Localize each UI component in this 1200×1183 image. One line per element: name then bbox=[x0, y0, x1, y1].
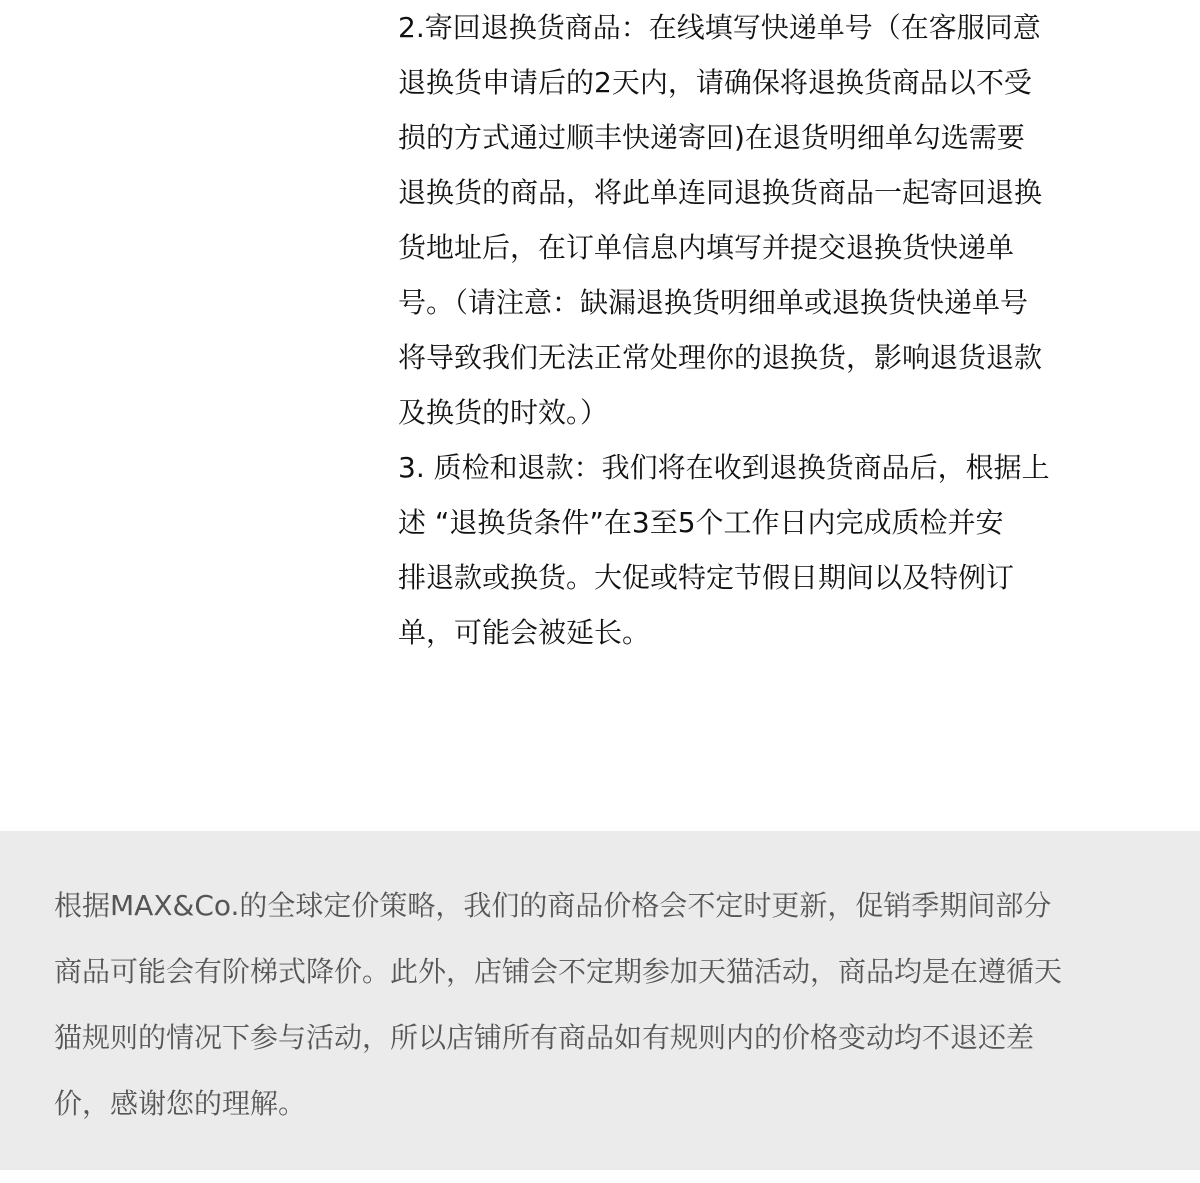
policy-line: 及换货的时效。） bbox=[398, 396, 609, 429]
return-policy-steps bbox=[398, 0, 1098, 660]
notice-line: 根据MAX&Co.的全球定价策略，我们的商品价格会不定时更新，促销季期间部分 bbox=[54, 889, 1052, 922]
policy-line: 2.寄回退换货商品：在线填写快递单号（在客服同意 bbox=[398, 11, 1041, 44]
policy-line: 号。（请注意：缺漏退换货明细单或退换货快递单号 bbox=[398, 286, 1029, 319]
policy-line: 货地址后，在订单信息内填写并提交退换货快递单 bbox=[398, 231, 1015, 264]
notice-line: 价，感谢您的理解。 bbox=[54, 1087, 307, 1120]
policy-line: 退换货的商品，将此单连同退换货商品一起寄回退换 bbox=[398, 176, 1043, 209]
notice-line: 商品可能会有阶梯式降价。此外，店铺会不定期参加天猫活动，商品均是在遵循天 bbox=[54, 955, 1063, 988]
policy-line: 退换货申请后的2天内，请确保将退换货商品以不受 bbox=[398, 66, 1032, 99]
policy-line: 损的方式通过顺丰快递寄回)在退货明细单勾选需要 bbox=[398, 121, 1025, 154]
policy-line: 排退款或换货。大促或特定节假日期间以及特例订 bbox=[398, 561, 1015, 594]
policy-line: 将导致我们无法正常处理你的退换货，影响退货退款 bbox=[398, 341, 1043, 374]
pricing-notice-text bbox=[54, 873, 1174, 1137]
bottom-divider bbox=[0, 1170, 1200, 1183]
policy-line: 3. 质检和退款：我们将在收到退换货商品后，根据上 bbox=[398, 451, 1050, 484]
pricing-notice-panel bbox=[0, 831, 1200, 1170]
notice-line: 猫规则的情况下参与活动，所以店铺所有商品如有规则内的价格变动均不退还差 bbox=[54, 1021, 1035, 1054]
policy-line: 单，可能会被延长。 bbox=[398, 616, 651, 649]
policy-line: 述 “退换货条件”在3至5个工作日内完成质检并安 bbox=[398, 506, 1004, 539]
